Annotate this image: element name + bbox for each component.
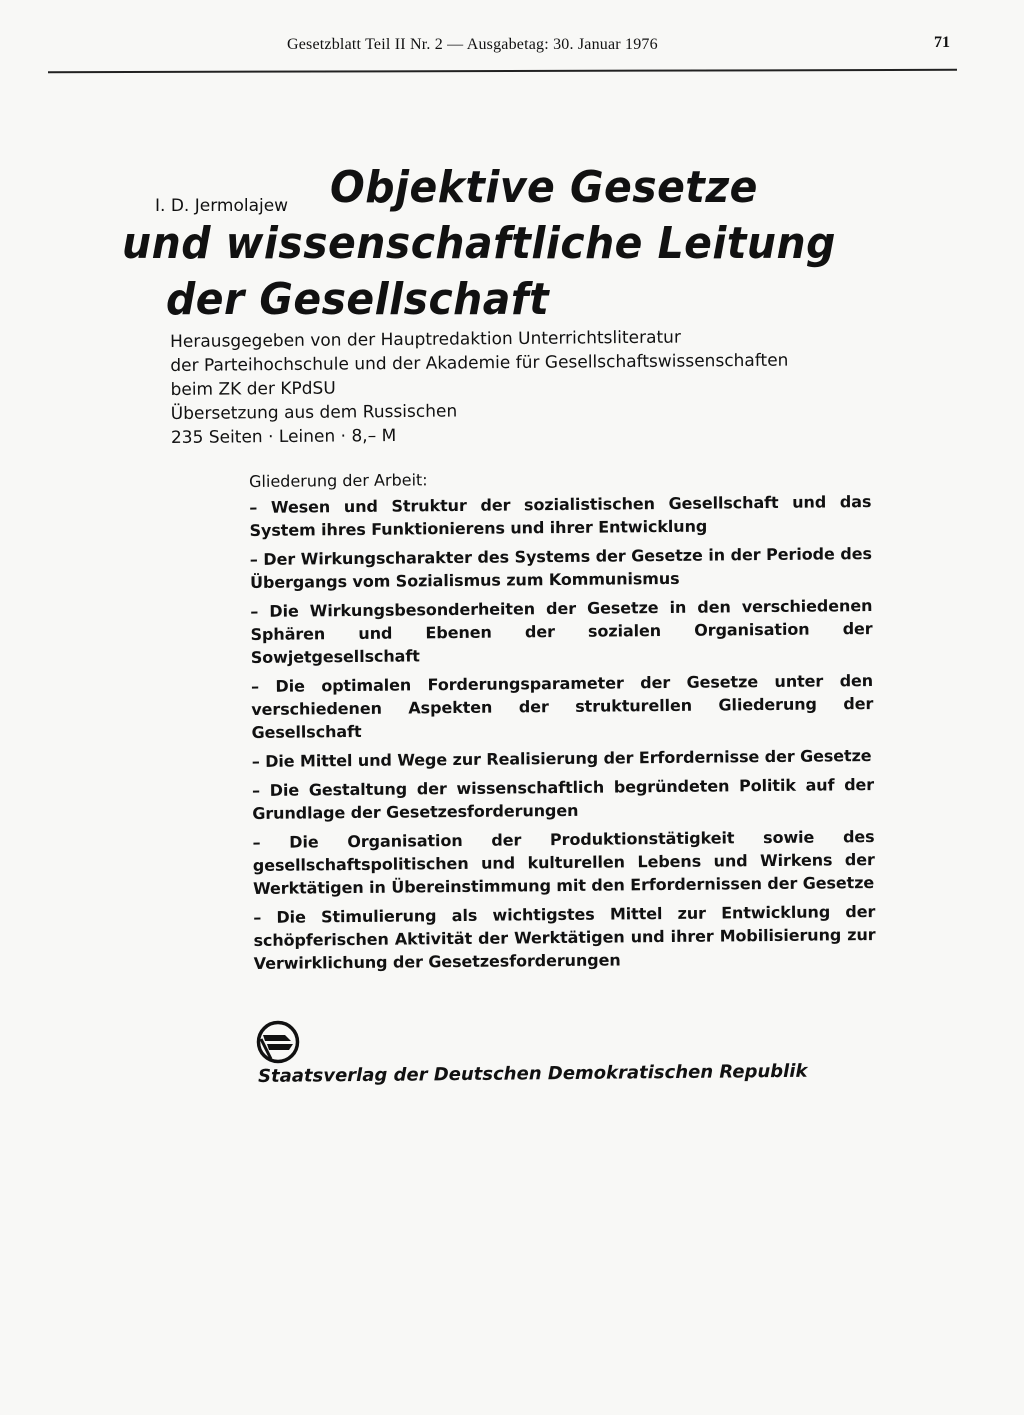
publisher-name: Staatsverlag der Deutschen Demokratischen Republik xyxy=(258,1060,808,1087)
running-header: Gesetzblatt Teil II Nr. 2 — Ausgabetag: 30. Januar 1976 xyxy=(287,36,658,53)
contents-item: – Die optimalen Forderungsparameter der Gesetze unter den verschiedenen Aspekten der strukturellen Gliederung der Gesellschaft xyxy=(250,671,874,742)
book-detail-line: Herausgegeben von der Hauptredaktion Unterrichtsliteratur xyxy=(170,327,682,352)
page-number: 71 xyxy=(934,34,950,51)
book-author: I. D. Jermolajew xyxy=(155,196,289,216)
contents-item: – Wesen und Struktur der sozialistischen Gesellschaft und das System ihres Funktionierens und ihrer Entwicklung xyxy=(249,492,872,540)
contents-item: – Die Stimulierung als wichtigstes Mittel zur Entwicklung der schöpferischen Aktivität der Werktätigen und ihrer Mobilisierung zur Verwirklichung der Gesetzesforderungen xyxy=(253,902,876,973)
contents-item: – Die Gestaltung der wissenschaftlich begründeten Politik auf der Grundlage der Gesetzesforderungen xyxy=(251,775,875,823)
table-of-contents xyxy=(249,464,876,981)
book-title-line-3: der Gesellschaft xyxy=(166,274,550,325)
book-title-line-2: und wissenschaftliche Leitung xyxy=(122,218,836,269)
book-details xyxy=(170,325,789,450)
book-price-line: 235 Seiten · Leinen · 8,– M xyxy=(170,426,397,448)
contents-item: – Der Wirkungscharakter des Systems der Gesetze in der Periode des Übergangs vom Sozialismus zum Kommunismus xyxy=(249,544,872,592)
contents-heading: Gliederung der Arbeit: xyxy=(249,470,428,491)
book-detail-line: beim ZK der KPdSU xyxy=(170,378,336,400)
header-rule xyxy=(48,69,957,73)
book-detail-line: Übersetzung aus dem Russischen xyxy=(170,401,458,424)
book-detail-line: der Parteihochschule und der Akademie für Gesellschaftswissenschaften xyxy=(170,350,789,376)
contents-item: – Die Mittel und Wege zur Realisierung der Erfordernisse der Gesetze xyxy=(251,746,872,771)
contents-item: – Die Organisation der Produktionstätigkeit sowie des gesellschaftspolitischen und kulturellen Lebens und Wirkens der Werktätigen in Übereinstimmung mit den Erfordernissen der Gesetze xyxy=(252,827,875,898)
publisher-logo-icon xyxy=(255,1019,301,1065)
book-title-line-1: Objektive Gesetze xyxy=(330,162,758,213)
contents-item: – Die Wirkungsbesonderheiten der Gesetze in den verschiedenen Sphären und Ebenen der sozialen Organisation der Sowjetgesellschaft xyxy=(250,596,873,667)
